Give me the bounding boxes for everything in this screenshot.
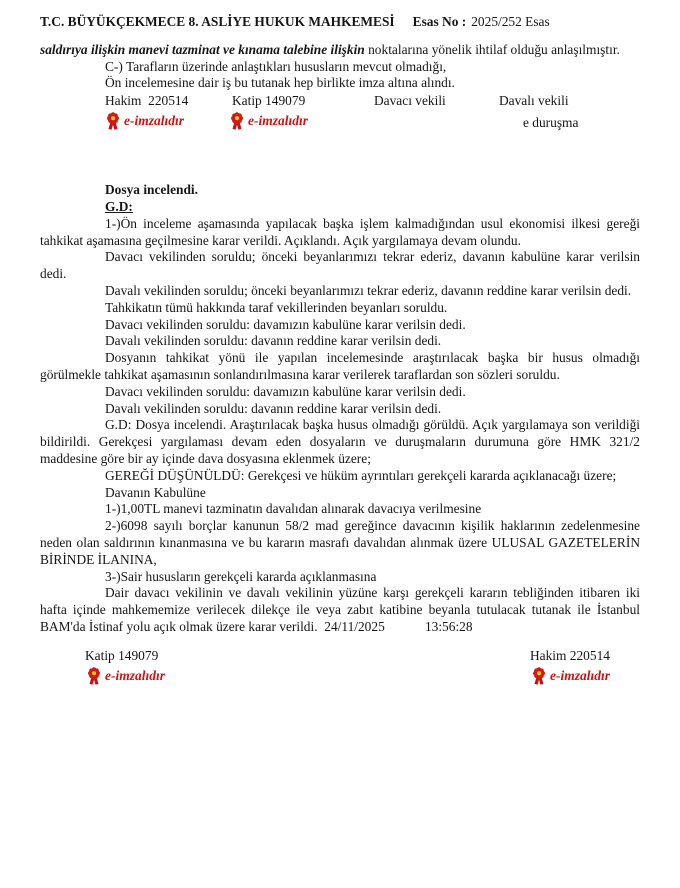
top-sig-hakim: Hakim 220514: [105, 93, 189, 109]
intro-lead-rest: noktalarına yönelik ihtilaf olduğu anlaşılmıştır.: [368, 41, 620, 57]
esign-label: e-imzalıdır: [105, 667, 165, 683]
decision-heading: Davanın Kabulüne: [105, 484, 206, 500]
heading-gd-text: G.D:: [105, 198, 133, 214]
heading-dosya-incelendi: Dosya incelendi.: [105, 182, 198, 198]
top-sig-davaci-vekili: Davacı vekili: [374, 93, 446, 109]
court-title: T.C. BÜYÜKÇEKMECE 8. ASLİYE HUKUK MAHKEMESİ: [40, 14, 395, 29]
intro-lead-emphasis: saldırıya ilişkin manevi tazminat ve kınama talebine ilişkin: [40, 41, 365, 57]
body-paragraph: Davacı vekilinden soruldu: davamızın kabulüne karar verilsin dedi.: [105, 316, 466, 332]
rosette-seal-icon: [230, 112, 244, 131]
body-paragraph: 1-)Ön inceleme aşamasında yapılacak başka işlem kalmadığından usul ekonomisi ilkesi gereği tahkikat aşamasına geçilmesine karar verildi. Açıklandı. Açık yargılamaya devam olundu.: [40, 215, 640, 248]
top-sig-katip: Katip 149079: [232, 93, 306, 109]
esignature-stamp: [532, 667, 610, 686]
body-paragraph: Davalı vekilinden soruldu; önceki beyanlarımızı tekrar ederiz, davanın reddine karar verilsin dedi.: [105, 282, 632, 298]
case-number-value: 2025/252 Esas: [471, 14, 550, 29]
body-paragraph: G.D: Dosya incelendi. Araştırılacak başka husus olmadığı görüldü. Açık yargılamaya son verildiği bildirildi. Gerekçesi yargılaması devam eden dosyaların ve duruşmaların durumuna göre HMK 321/2 maddesine göre bir ay içinde dava dosyasına eklenmek üzere;: [40, 417, 640, 466]
heading-gd: [40, 199, 640, 216]
decision-item: 2-)6098 sayılı borçlar kanunun 58/2 mad gereğince davacının kişilik haklarının zedelenmesine neden olan saldırının kınanmasına ve bu kararın masrafı davalıdan alınmak üzere ULUSAL GAZETELERİN BİRİNDE İLANINA,: [40, 518, 640, 567]
body-paragraph: Davalı vekilinden soruldu: davanın reddine karar verilsin dedi.: [105, 333, 442, 349]
rosette-seal-icon: [87, 667, 101, 686]
document-header: [40, 14, 640, 31]
footer-sig-hakim: Hakim 220514: [530, 647, 610, 663]
case-number-group: [413, 14, 550, 31]
case-number-label: Esas No :: [412, 14, 467, 29]
edurusma-label: e duruşma: [523, 115, 579, 131]
body-paragraph: Dosyanın tahkikat yönü ile yapılan incelemesinde araştırılacak başka bir husus olmadığı görülmekle tahkikat aşamasının sonlandırılmasına karar verilerek taraflardan son sözleri soruldu.: [40, 350, 640, 382]
intro-line-on: Ön incelemesine dair iş bu tutanak hep birlikte imza altına alındı.: [105, 75, 455, 91]
body-paragraph: GEREĞİ DÜŞÜNÜLDÜ: Gerekçesi ve hüküm ayrıntıları gerekçeli kararda açıklanacağı üzere;: [105, 467, 617, 483]
decision-item: 3-)Sair hususların gerekçeli kararda açıklanmasına: [105, 568, 377, 584]
decision-item: 1-)1,00TL manevi tazminatın davalıdan alınarak davacıya verilmesine: [105, 501, 482, 517]
esign-label: e-imzalıdır: [124, 113, 184, 129]
body-paragraph: Davacı vekilinden soruldu; önceki beyanlarımızı tekrar ederiz, davanın kabulüne karar verilsin dedi.: [40, 249, 640, 282]
top-sig-davali-vekili: Davalı vekili: [499, 93, 569, 109]
intro-line-c: C-) Tarafların üzerinde anlaştıkları hususların mevcut olmadığı,: [105, 58, 447, 74]
rosette-seal-icon: [106, 112, 120, 131]
footer-sig-katip: Katip 149079: [85, 647, 159, 663]
intro-paragraph: [40, 42, 640, 59]
esignature-stamp: [230, 112, 308, 131]
body-paragraph: Davacı vekilinden soruldu: davamızın kabulüne karar verilsin dedi.: [105, 383, 466, 399]
body-paragraph: Davalı vekilinden soruldu: davanın reddine karar verilsin dedi.: [105, 400, 442, 416]
esignature-stamp: [106, 112, 184, 131]
esign-label: e-imzalıdır: [248, 113, 308, 129]
section-gap: [40, 151, 640, 182]
esignature-stamp: [87, 667, 165, 686]
top-signature-block: [40, 93, 640, 151]
esign-label: e-imzalıdır: [550, 667, 610, 683]
footer-signature-block: [40, 648, 640, 728]
closing-paragraph: Dair davacı vekilinin ve davalı vekilinin yüzüne karşı gerekçeli kararın tebliğinden itibaren iki hafta içinde mahkememize verilecek dilekçe ile veya zabıt katibine beyanla tutulacak tutanak ile İstanbul BAM'da İstinaf yolu açık olmak üzere karar verildi. 24/11/2025 13:56:28: [40, 585, 640, 634]
body-paragraph: Tahkikatın tümü hakkında taraf vekillerinden beyanları soruldu.: [105, 299, 448, 315]
rosette-seal-icon: [532, 667, 546, 686]
